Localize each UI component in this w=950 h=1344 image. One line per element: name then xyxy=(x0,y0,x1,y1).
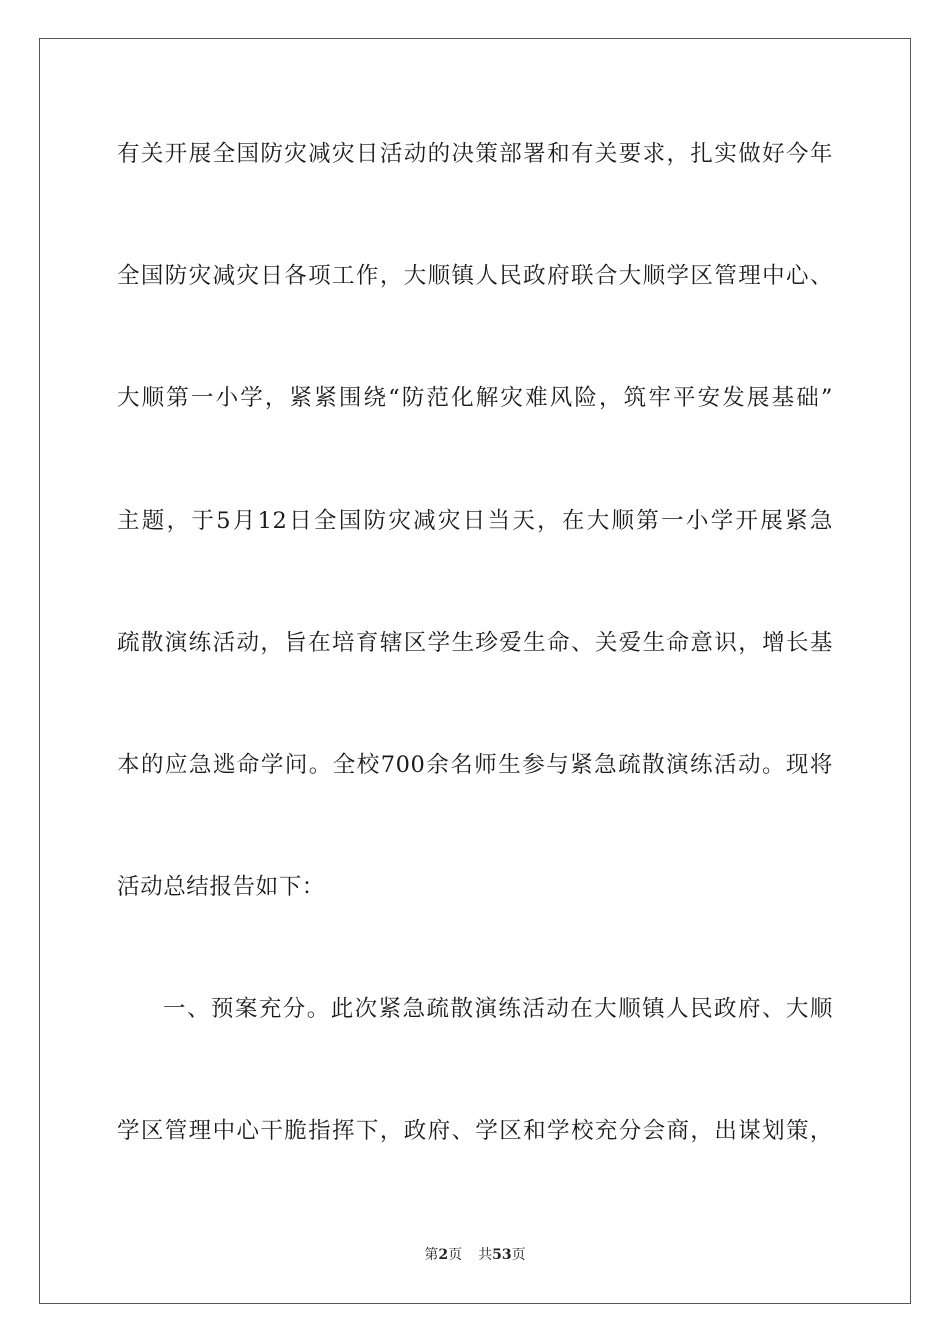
page-footer xyxy=(0,1245,950,1265)
page-suffix: 页 xyxy=(448,1247,463,1263)
body-text-line-4: 主题，于5月12日全国防灾减灾日当天，在大顺第一小学开展紧急 xyxy=(117,508,833,534)
body-text-line-2: 全国防灾减灾日各项工作，大顺镇人民政府联合大顺学区管理中心、 xyxy=(117,263,833,289)
total-prefix: 共 xyxy=(478,1247,493,1263)
current-page-number: 2 xyxy=(438,1247,449,1263)
body-text-line-6: 本的应急逃命学问。全校700余名师生参与紧急疏散演练活动。现将 xyxy=(117,752,833,778)
page-prefix: 第 xyxy=(424,1247,439,1263)
body-text-line-1: 有关开展全国防灾减灾日活动的决策部署和有关要求，扎实做好今年 xyxy=(117,141,833,167)
body-text-line-7: 活动总结报告如下： xyxy=(117,874,325,900)
body-text-line-5: 疏散演练活动，旨在培育辖区学生珍爱生命、关爱生命意识，增长基 xyxy=(117,630,833,656)
body-text-line-8: 一、预案充分。此次紧急疏散演练活动在大顺镇人民政府、大顺 xyxy=(163,996,833,1022)
body-text-line-3: 大顺第一小学，紧紧围绕“防范化解灾难风险，筑牢平安发展基础” xyxy=(117,385,833,411)
total-page-count: 53 xyxy=(492,1247,512,1263)
total-suffix: 页 xyxy=(511,1247,526,1263)
body-text-line-9: 学区管理中心干脆指挥下，政府、学区和学校充分会商，出谋划策， xyxy=(117,1118,833,1144)
